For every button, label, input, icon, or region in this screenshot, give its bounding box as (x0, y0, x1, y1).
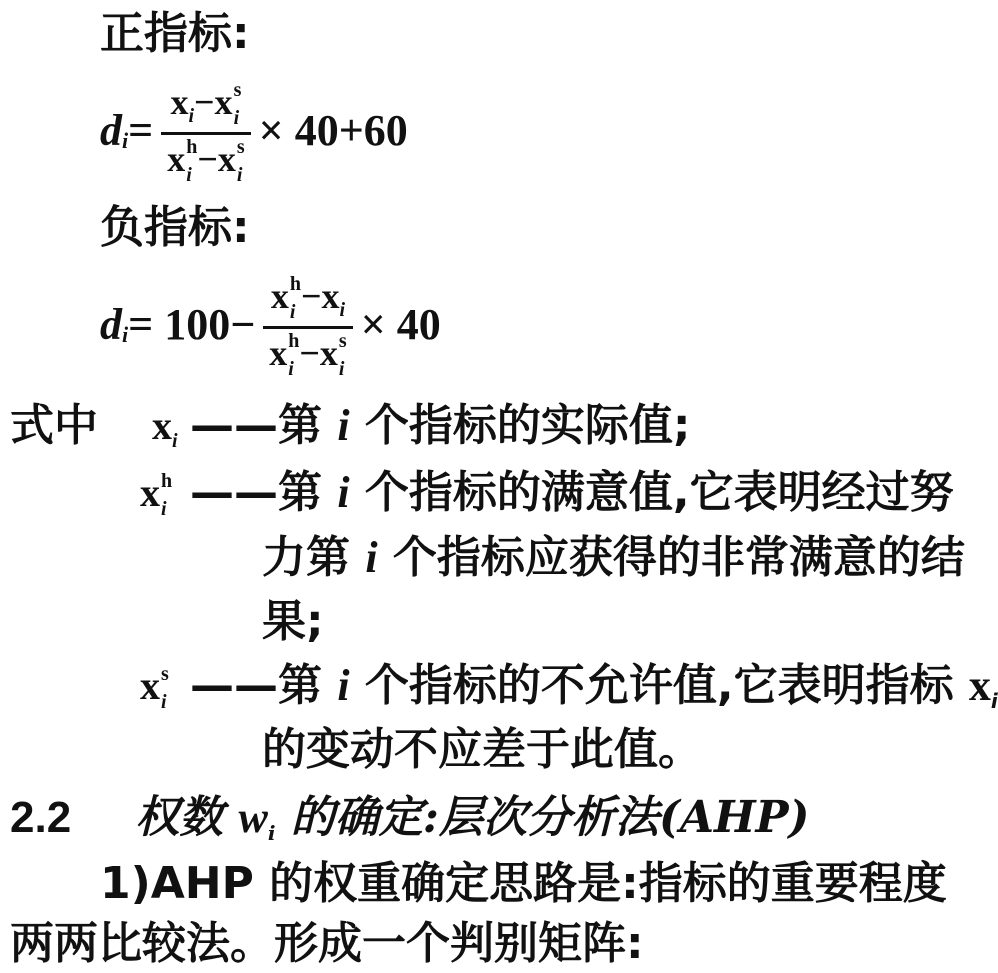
def2-text-line2: 力第 i 个指标应获得的非常满意的结 (262, 532, 965, 583)
equation-positive (100, 78, 408, 186)
def3-symbol: x s i (140, 662, 169, 713)
eq2-lhs: d (100, 300, 122, 349)
eq1-equals: = (128, 106, 154, 155)
def2-text-line3: 果; (262, 596, 324, 647)
section-title: 权数 wi 的确定:层次分析法(AHP) (135, 792, 810, 845)
eq1-fraction (161, 78, 250, 186)
paragraph-line-2: 两两比较法。形成一个判别矩阵: (10, 918, 644, 969)
where-label: 式中 (10, 400, 98, 451)
eq1-denominator: x h i −x s i (167, 135, 245, 186)
paragraph-line-1: 1)AHP 的权重确定思路是:指标的重要程度 (100, 858, 947, 909)
equation-negative (100, 272, 441, 380)
eq1-lhs-sub: i (122, 127, 129, 153)
eq2-equals: = 100− (128, 300, 256, 349)
eq2-lhs-sub: i (122, 321, 129, 347)
section-number: 2.2 (10, 793, 72, 842)
def2-text-line1: ——第 i 个指标的满意值,它表明经过努 (190, 467, 954, 518)
eq1-numerator: $x_i-x$ s i (170, 78, 242, 129)
heading-negative-indicator: 负指标: (100, 202, 250, 253)
eq2-fraction (263, 272, 352, 380)
eq1-lhs: d (100, 106, 122, 155)
def1-text: ——第 i 个指标的实际值; (190, 400, 691, 451)
section-heading (10, 790, 809, 853)
eq2-tail: × 40 (360, 300, 441, 349)
def3-text-line1: ——第 i 个指标的不允许值,它表明指标 xi (190, 660, 998, 713)
def2-symbol: x h i (140, 469, 173, 520)
def1-symbol: $x_i$ (152, 403, 178, 452)
heading-positive-indicator: 正指标: (100, 8, 250, 59)
eq2-denominator: x h i −x s i (269, 329, 347, 380)
eq1-tail: × 40+60 (258, 106, 408, 155)
def3-text-line2: 的变动不应差于此值。 (262, 724, 702, 775)
eq2-numerator: x h i $-x_i$ (270, 272, 346, 323)
